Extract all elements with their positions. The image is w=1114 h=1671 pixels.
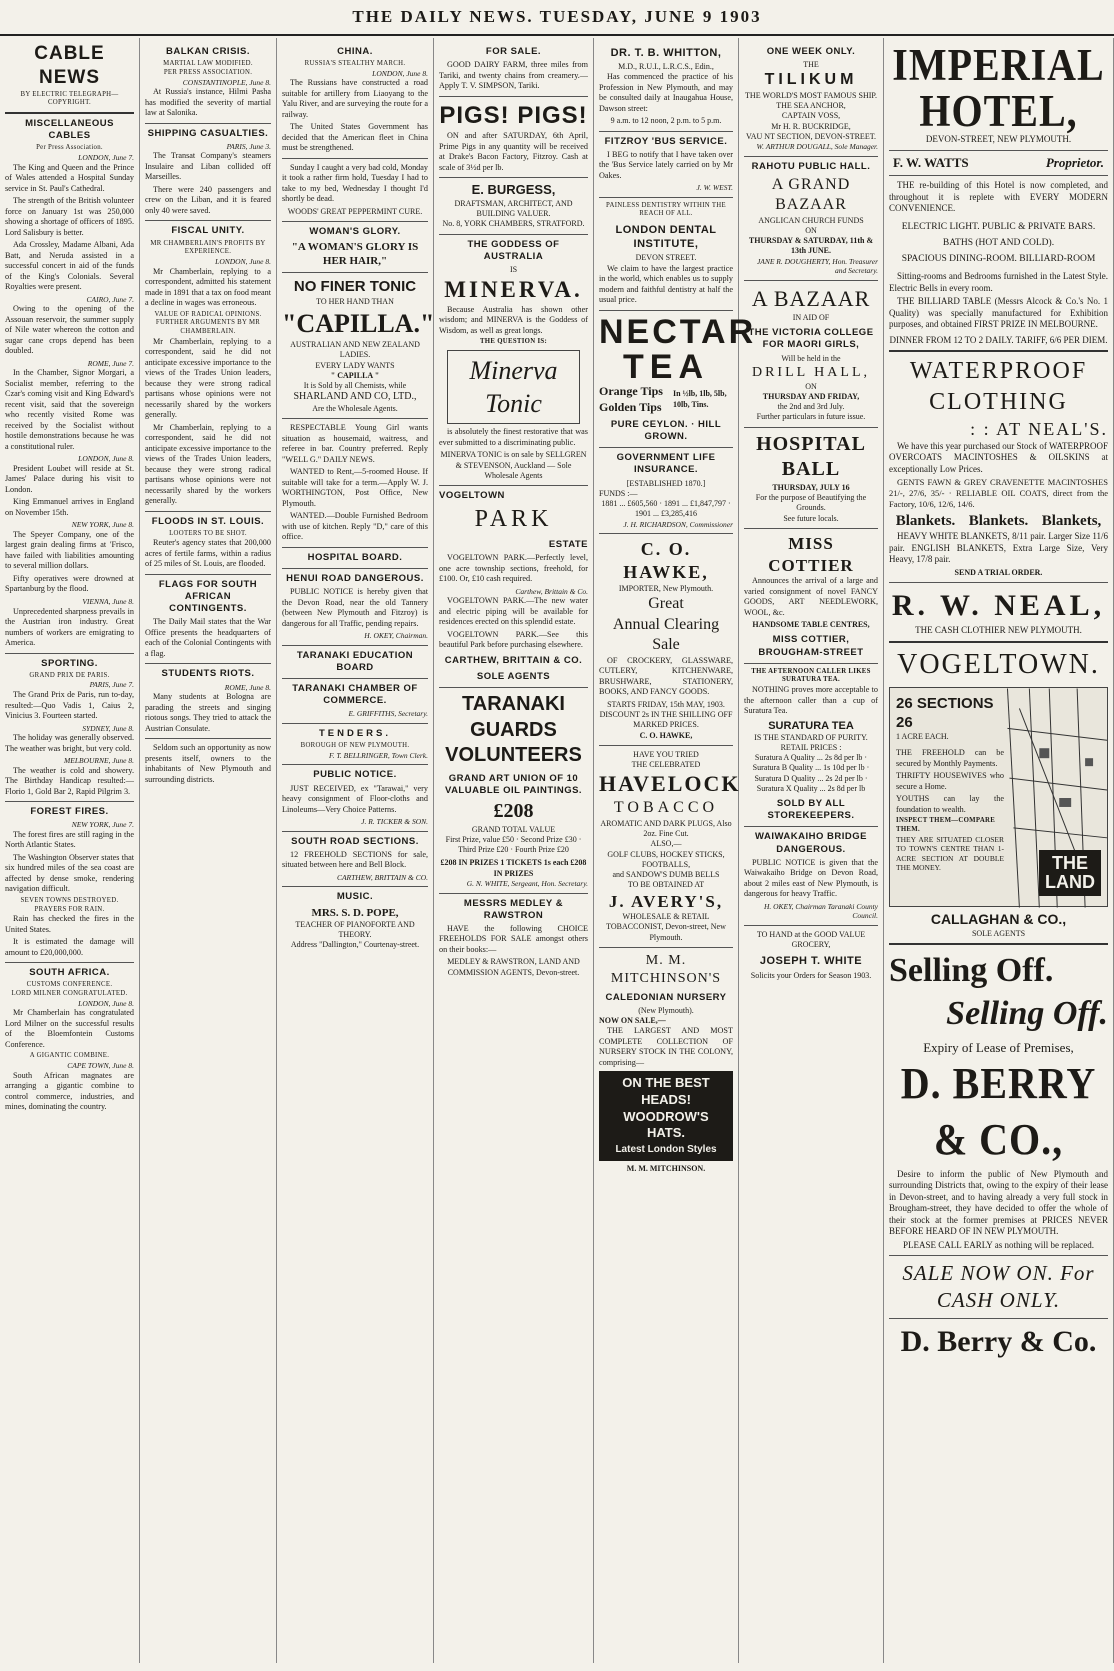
floods-heading: FLOODS IN ST. LOUIS.: [151, 515, 265, 527]
classified-ad: WANTED.—Double Furnished Bedroom with use of kitchen. Reply "D," care of this office.: [282, 511, 428, 542]
classified-ad: GOOD DAIRY FARM, three miles from Tariki, and twenty chains from creamery.—Apply T. V. SIMPSON, Tariki.: [439, 60, 588, 91]
the-land-badge: THE LAND: [1039, 850, 1101, 896]
capilla-brand: "CAPILLA.": [282, 308, 435, 338]
sale-now-on: SALE NOW ON. For CASH ONLY.: [902, 1261, 1095, 1313]
imperial-hotel-headline: IMPERIAL HOTEL,: [892, 38, 1105, 137]
selling-off-headline-2: Selling Off.: [946, 995, 1108, 1033]
cable-news-sub: BY ELECTRIC TELEGRAPH—COPYRIGHT.: [20, 90, 119, 107]
woodrow-hats-ad: ON THE BEST HEADS! WOODROW'S HATS. Latest London Styles: [599, 1071, 733, 1160]
article-paragraph: Unprecedented sharpness prevails in the Austrian iron industry. Great numbers of workers are emigrating to America.: [5, 606, 134, 648]
balkan-heading: BALKAN CRISIS.: [165, 46, 251, 57]
column-tilikum: ONE WEEK ONLY. THE TILIKUM THE WORLD'S MOST FAMOUS SHIP. THE SEA ANCHOR, CAPTAIN VOSS, Mr H. R. BUCKRIDGE, VAU NT SECTION, DEVON-STREET. W. ARTHUR DOUGALL, Sole Manager. RAHOTU PUBLIC HALL. A GRAND BAZAAR ANGLICAN CHURCH FUNDS ON THURSDAY & SATURDAY, 11th & 13th JUNE. JANE R. DOUGHERTY, Hon. Treasurer and Secretary. A BAZAAR IN AID OF THE VICTORIA COLLEGE FOR MAORI GIRLS, Will be held in the DRILL HALL, ON THURSDAY AND FRIDAY, the 2nd and 3rd July. Further particulars in future issue. HOSPITAL BALL THURSDAY, JULY 16 For the purpose of Beautifying the Grounds. See future locals. MISS COTTIER Announces the arrival of a large and varied consignment of novel FANCY GOODS, ART NEEDLEWORK, WOOL, &c. HANDSOME TABLE CENTRES, MISS COTTIER, BROUGHAM-STREET THE AFTERNOON CALLER LIKES SURATURA TEA. NOTHING proves more acceptable to the afternoon caller than a cup of Suratura Tea. SURATURA TEA IS THE STANDARD OF PURITY. RETAIL PRICES : Suratura A Quality ... 2s 8d per lb · Suratura B Quality ... 1s 10d per lb · Suratura D Quality ... 2s 2d per lb · Suratura X Quality ... 2s 8d per lb SOLD BY ALL STOREKEEPERS. WAIWAKAIHO BRIDGE DANGEROUS. PUBLIC NOTICE is given that the Waiwakaiho Bridge on Devon Road, about 2 miles east of New Plymouth, is dangerous for heavy Traffic. H. OKEY, Chairman Taranaki County Council. TO HAND at the GOOD VALUE GROCERY, JOSEPH T. WHITE Solicits your Orders for Season 1903.: [739, 38, 884, 1663]
article-paragraph: The Grand Prix de Paris, run to-day, resulted:—Quo Vadis 1, Caius 2, Vinicius 3. Fourteen started.: [5, 690, 134, 720]
south-africa-heading: SOUTH AFRICA.: [29, 967, 110, 979]
article-paragraph: Many students at Bologna are parading the streets and singing riotous songs. They tried to attack the Austrian Consulate.: [145, 692, 271, 733]
misc-cables-heading: MISCELLANEOUS CABLES: [25, 118, 114, 142]
vogeltown-headline: VOGELTOWN.: [897, 648, 1100, 680]
berry-brand: D. BERRY & CO.,: [900, 1058, 1097, 1165]
column-for-sale: FOR SALE. GOOD DAIRY FARM, three miles from Tariki, and twenty chains from creamery.—Apply T. V. SIMPSON, Tariki. PIGS! PIGS! ON and after SATURDAY, 6th April, Prime Pigs in any quantity will be received at Drake's Bacon Factory, Fitzroy. Cash at scale of 3½d per lb. E. BURGESS, DRAFTSMAN, ARCHITECT, AND BUILDING VALUER. No. 8, YORK CHAMBERS, STRATFORD. THE GODDESS OF AUSTRALIA IS MINERVA. Because Australia has shown other wisdom; and MINERVA is the Goddess of Wisdom, as well as great longs. THE QUESTION IS: Minerva Tonic is absolutely the finest restorative that was ever submitted to a discriminating public. MINERVA TONIC is on sale by SELLGREN & STEVENSON, Auckland — Sole Wholesale Agents VOGELTOWN PARK ESTATE VOGELTOWN PARK.—Perfectly level, one acre township sections, freehold, for £100. Or, £10 cash required. Carthew, Brittain & Co. VOGELTOWN PARK.—The new water and electric piping will be available for residences erected on this splendid estate. VOGELTOWN PARK.—See this beautiful Park before purchasing elsewhere. CARTHEW, BRITTAIN & CO. SOLE AGENTS TARANAKI GUARDS VOLUNTEERS GRAND ART UNION OF 10 VALUABLE OIL PAINTINGS. £208 GRAND TOTAL VALUE First Prize, value £50 · Second Prize £30 · Third Prize £20 · Fourth Prize £20 £208 IN PRIZES 1 TICKETS 1s each £208 IN PRIZES G. N. WHITE, Sergeant, Hon. Secretary. MESSRS MEDLEY & RAWSTRON HAVE the following CHOICE FREEHOLDS FOR SALE amongst others on their books:— MEDLEY & RAWSTRON, LAND AND COMMISSION AGENTS, Devon-street.: [434, 38, 594, 1663]
fiscal-heading: FISCAL UNITY.: [171, 225, 245, 237]
public-notice: 12 FREEHOLD SECTIONS for sale, situated between here and Bell Block.: [282, 849, 428, 870]
article-paragraph: Mr Chamberlain, replying to a correspondent, said he did not anticipate excessive importance to the views of the Trades Union leaders, because they were strong radical partisans whose opinions were not necessarily shared by the workers generally.: [145, 422, 271, 506]
miss-cottier-brand: MISS COTTIER: [768, 533, 854, 575]
article-paragraph: Seldom such an opportunity as now presents itself, owners to the inhabitants of New Plymouth and surrounding districts.: [145, 743, 271, 784]
article-paragraph: The Speyer Company, one of the largest grain dealing firms at 'Frisco, have failed with liabilities amounting to several million dollars.: [5, 529, 134, 571]
china-heading: CHINA.: [337, 46, 373, 57]
column-whitton: DR. T. B. WHITTON, M.D., R.U.I., L.R.C.S., Edin., Has commenced the practice of his Profession in New Plymouth, and may be consulted daily at Inaugahua House, Dawson street: 9 a.m. to 12 noon, 2 p.m. to 5 p.m. FITZROY 'BUS SERVICE. I BEG to notify that I have taken over the 'Bus Service lately carried on by Mr Oakes. J. W. WEST. PAINLESS DENTISTRY WITHIN THE REACH OF ALL. LONDON DENTAL INSTITUTE, DEVON STREET. We claim to have the largest practice in the world, which enables us to supply modern and faithful dentistry at half the usual price. NECTAR TEA Orange Tips Golden Tips In ½lb, 1lb, 5lb, 10lb, Tins. PURE CEYLON. · HILL GROWN. GOVERNMENT LIFE INSURANCE. [ESTABLISHED 1870.] FUNDS :— 1881 ... £605,560 · 1891 ... £1,847,797 · 1901 ... £3,285,416 J. H. RICHARDSON, Commissioner C. O. HAWKE, IMPORTER, New Plymouth. Great Annual Clearing Sale OF CROCKERY, GLASSWARE, CUTLERY, KITCHENWARE, BRUSHWARE, STATIONERY, BOOKS, AND FANCY GOODS. STARTS FRIDAY, 15th MAY, 1903. DISCOUNT 2s IN THE SHILLING OFF MARKED PRICES. C. O. HAWKE, HAVE YOU TRIED THE CELEBRATED HAVELOCK TOBACCO AROMATIC AND DARK PLUGS, Also 2oz. Fine Cut. ALSO,— GOLF CLUBS, HOCKEY STICKS, FOOTBALLS, and SANDOW'S DUMB BELLS TO BE OBTAINED AT J. AVERY'S, WHOLESALE & RETAIL TOBACCONIST, Devon-street, New Plymouth. M. M. MITCHINSON'S CALEDONIAN NURSERY (New Plymouth). NOW ON SALE,— THE LARGEST AND MOST COMPLETE COLLECTION OF NURSERY STOCK IN THE COLONY, comprising— ON THE BEST HEADS! WOODROW'S HATS. Latest London Styles M. M. MITCHINSON.: [594, 38, 739, 1663]
article-paragraph: The holiday was generally observed. The weather was bright, but very cold.: [5, 733, 134, 753]
masthead: [0, 0, 1114, 36]
hospital-ball-headline: HOSPITAL BALL: [756, 432, 866, 481]
masthead-title: THE DAILY NEWS. TUESDAY, JUNE 9 1903: [352, 7, 762, 26]
article-paragraph: Reuter's agency states that 200,000 acres of fertile farms, within a radius of 25 miles of St. Louis, are flooded.: [145, 538, 271, 569]
guards-headline: TARANAKI GUARDS VOLUNTEERS: [445, 693, 582, 767]
waterproof-clothing-headline: WATERPROOF CLOTHING: [909, 358, 1088, 415]
column-imperial-hotel: IMPERIAL HOTEL, DEVON-STREET, NEW PLYMOUTH. F. W. WATTS Proprietor. THE re-building of this Hotel is now completed, and throughout it is replete with EVERY MODERN CONVENIENCE. ELECTRIC LIGHT. PUBLIC & PRIVATE BARS. BATHS (HOT AND COLD). SPACIOUS DINING-ROOM. BILLIARD-ROOM Sitting-rooms and Bedrooms furnished in the Latest Style. Electric Bells in every room. THE BILLIARD TABLE (Messrs Alcock & Co.'s No. 1 Quality) was specially manufactured for Exhibition purposes, and obtained FIRST PRIZE IN MELBOURNE. DINNER FROM 12 TO 2 DAILY. TARIFF, 6/6 PER DIEM. WATERPROOF CLOTHING : : AT NEAL'S. We have this year purchased our Stock of WATERPROOF OVERCOATS MACINTOSHES & OILSKINS at exceptionally Low Prices. GENTS FAWN & GREY CRAVENETTE MACINTOSHES 21/-, 27/6, 35/- · RELIABLE OIL COATS, direct from the Factory, 10/6, 12/6, 14/6. Blankets. Blankets. Blankets, HEAVY WHITE BLANKETS, 8/11 pair. Larger Size 11/6 pair. ENGLISH BLANKETS, Extra Large Size, Very Heavy, 17/8 pair. SEND A TRIAL ORDER. R. W. NEAL, THE CASH CLOTHIER NEW PLYMOUTH. VOGELTOWN. 26 SECTIONS 26 1 ACRE EACH. THE FREEHOLD can be secured by Monthly Payments. THRIFTY HOUSEWIVES who secure a Home. YOUTHS can lay the foundation to wealth. INSPECT THEM—COMPARE THEM. THEY ARE SITUATED CLOSER TO TOWN'S CENTRE THAN 1-ACRE SECTION AT DOUBLE THE MONEY. THE LAND CALLAGHAN & CO., SOLE AGENTS Selling Off. Selling Off. Expiry of Lease of Premises, D. BERRY & CO., Desire to inform the public of New Plymouth and surrounding Districts that, owing to the expiry of their lease in Devon-street, and to having already a very full stock in Brougham-street, they have decided to offer the whole of their stock at the former premises at PRICES NEVER BEFORE HEARD OF IN NEW PLYMOUTH. PLEASE CALL EARLY as nothing will be replaced. SALE NOW ON. For CASH ONLY. D. Berry & Co.: [884, 38, 1114, 1663]
article-paragraph: The United States Government has decided that the American fleet in China must be strengthened.: [282, 122, 428, 153]
article-paragraph: The weather is cold and showery. The Birthday Handicap resulted:—Florio 1, Gold Bar 2, Rapid Pilgrim 3.: [5, 765, 134, 796]
article-paragraph: Rain has checked the fires in the United States.: [5, 914, 134, 934]
prize-total: £208: [493, 800, 534, 823]
article-paragraph: It is estimated the damage will amount to £20,000,000.: [5, 937, 134, 957]
havelock-brand: HAVELOCK: [599, 771, 741, 797]
public-notice: PUBLIC NOTICE is hereby given that the Devon Road, near the old Tannery (between New Plymouth and Fitzroy) is dangerous for all Traffic, pending repairs.: [282, 587, 428, 628]
article-paragraph: There were 240 passengers and crew on the Liban, and it is feared only 40 were saved.: [145, 184, 271, 215]
article-paragraph: The King and Queen and the Prince of Wales attended a Hospital Sunday service in St. Paul's Cathedral.: [5, 162, 134, 193]
classified-ad: RESPECTABLE Young Girl wants situation as housemaid, waitress, and referee in bar. Country preferred. Reply "WELL G." DAILY NEWS.: [282, 423, 428, 464]
shipping-heading: SHIPPING CASUALTIES.: [147, 127, 269, 139]
minerva-tonic-logo: Minerva Tonic: [447, 350, 580, 425]
article-paragraph: South African magnates are arranging a gigantic combine to control commerce, industries, and mines, dominating the country.: [5, 1070, 134, 1112]
tea-brand: TEA: [623, 348, 709, 387]
article-paragraph: Mr Chamberlain has congratulated Lord Milner on the successful results of the Bloemfontein Customs Conference.: [5, 1008, 134, 1049]
flags-heading: FLAGS FOR SOUTH AFRICAN CONTINGENTS.: [158, 578, 258, 615]
article-paragraph: In the Chamber, Signor Morgari, a Socialist member, referring to the Czar's coming visit and King Edward's recent visit, said that the sovereign who recently visited Rome was received by the Socialist without hostile demonstrations because he was a constitutional ruler.: [5, 368, 134, 451]
minerva-brand: MINERVA.: [444, 277, 583, 303]
forest-fires-heading: FOREST FIRES.: [30, 806, 109, 818]
bazaar-headline: A BAZAAR: [751, 285, 871, 311]
article-paragraph: Mr Chamberlain, replying to a correspondent, admitted his statement made in 1891 that a tax on food meant a decline in wages was erroneous.: [145, 266, 271, 307]
womans-glory-heading: WOMAN'S GLORY.: [309, 226, 401, 238]
averys-brand: J. AVERY'S,: [608, 891, 724, 911]
column-cable-news: CABLE NEWS BY ELECTRIC TELEGRAPH—COPYRIGHT. MISCELLANEOUS CABLES Per Press Association. LONDON, June 7. The King and Queen and the Prince of Wales attended a Hospital Sunday service in St. Paul's Cathedral. The strength of the British volunteer force on January 1st was 250,000 showing a shortage of officers of 1895. Lord Salisbury is better. Ada Crossley, Madame Albani, Ada Batt, and Neruda assisted in a successful concert in aid of the funds of the King's Colonials. Several Royalties were present. CAIRO, June 7. Owing to the opening of the Assouan reservoir, the summer supply of Nile water whereon the cotton and sugar cane crops depend has been doubled. ROME, June 7. In the Chamber, Signor Morgari, a Socialist member, referring to the Czar's coming visit and King Edward's recent visit, said that the sovereign who recently visited Rome was received by the Socialist without hostile demonstrations because he was a constitutional ruler. LONDON, June 8. President Loubet will reside at St. James' Palace during his visit to London. King Emmanuel arrives in England on November 15th. NEW YORK, June 8. The Speyer Company, one of the largest grain dealing firms at 'Frisco, have failed with liabilities amounting to several million dollars. Fifty operatives were drowned at Spartanburg by the flood. VIENNA, June 8. Unprecedented sharpness prevails in the Austrian iron industry. Great numbers of workers are emigrating to America. SPORTING. GRAND PRIX DE PARIS. PARIS, June 7. The Grand Prix de Paris, run to-day, resulted:—Quo Vadis 1, Caius 2, Vinicius 3. Fourteen started. SYDNEY, June 8. The holiday was generally observed. The weather was bright, but very cold. MELBOURNE, June 8. The weather is cold and showery. The Birthday Handicap resulted:—Florio 1, Gold Bar 2, Rapid Pilgrim 3. FOREST FIRES. NEW YORK, June 7. The forest fires are still raging in the North Atlantic States. The Washington Observer states that six hundred miles of the sea coast are affected by dense smoke, rendering navigation difficult. SEVEN TOWNS DESTROYED. PRAYERS FOR RAIN. Rain has checked the fires in the United States. It is estimated the damage will amount to £20,000,000. SOUTH AFRICA. CUSTOMS CONFERENCE. LORD MILNER CONGRATULATED. LONDON, June 8. Mr Chamberlain has congratulated Lord Milner on the successful results of the Bloemfontein Customs Conference. A GIGANTIC COMBINE. CAPE TOWN, June 8. South African magnates are arranging a gigantic combine to control commerce, industries, and mines, dominating the country.: [0, 38, 140, 1663]
cable-news-heading: CABLE NEWS: [34, 43, 105, 89]
sporting-heading: SPORTING.: [41, 657, 98, 669]
article-paragraph: The Transat Company's steamers Insulaire and Liban collided off Marseilles.: [145, 151, 271, 182]
article-paragraph: Mr Chamberlain, replying to a correspondent, said he did not anticipate excessive importance to the views of the Trades Union leaders, because they were strong radical partisans whose opinions were not necessarily shared by the workers generally.: [145, 336, 271, 420]
column-china: CHINA. RUSSIA'S STEALTHY MARCH. LONDON, June 8. The Russians have constructed a road suitable for artillery from Liaoyang to the Yalu River, and are surveying the route for a railway. The United States Government has decided that the American fleet in China must be strengthened. Sunday I caught a very bad cold, Monday it took a rather firm hold, Tuesday I had to take to my bed, Wednesday I thought I'd shortly be dead. WOODS' GREAT PEPPERMINT CURE. WOMAN'S GLORY. "A WOMAN'S GLORY IS HER HAIR," NO FINER TONIC TO HER HAND THAN "CAPILLA." AUSTRALIAN AND NEW ZEALAND LADIES. EVERY LADY WANTS " CAPILLA " It is Sold by all Chemists, while SHARLAND AND CO, LTD., Are the Wholesale Agents. RESPECTABLE Young Girl wants situation as housemaid, waitress, and referee in bar. Country preferred. Reply "WELL G." DAILY NEWS. WANTED to Rent,—5-roomed House. If suitable will take for a term.—Apply W. J. WORTHINGTON, Post Office, New Plymouth. WANTED.—Double Furnished Bedroom with use of kitchen. Reply "D," care of this office. HOSPITAL BOARD. HENUI ROAD DANGEROUS. PUBLIC NOTICE is hereby given that the Devon Road, near the old Tannery (between New Plymouth and Fitzroy) is dangerous for all Traffic, pending repairs. H. OKEY, Chairman. TARANAKI EDUCATION BOARD TARANAKI CHAMBER OF COMMERCE. E. GRIFFITHS, Secretary. TENDERS. BOROUGH OF NEW PLYMOUTH. F. T. BELLRINGER, Town Clerk. PUBLIC NOTICE. JUST RECEIVED, ex "Tarawai," very heavy consignment of Floor-cloths and Linoleums—Very Choice Patterns. J. R. TICKER & SON. SOUTH ROAD SECTIONS. 12 FREEHOLD SECTIONS for sale, situated between here and Bell Block. CARTHEW, BRITTAIN & CO. MUSIC. MRS. S. D. POPE, TEACHER OF PIANOFORTE AND THEORY. Address "Dallington," Courtenay-street.: [277, 38, 434, 1663]
article-paragraph: President Loubet will reside at St. James' Palace during his visit to London.: [5, 463, 134, 494]
article-paragraph: The Washington Observer states that six hundred miles of the sea coast are affected by dense smoke, rendering navigation difficult.: [5, 852, 134, 894]
classified-ad: WANTED to Rent,—5-roomed House. If suitable will take for a term.—Apply W. J. WORTHINGTON, Post Office, New Plymouth.: [282, 467, 428, 508]
article-paragraph: The strength of the British volunteer force on January 1st was 250,000 showing a shortage of officers of 1895. Lord Salisbury is better.: [5, 196, 134, 237]
column-balkan: BALKAN CRISIS. MARTIAL LAW MODIFIED. PER PRESS ASSOCIATION. CONSTANTINOPLE, June 8. At Russia's instance, Hilmi Pasha has modified the severity of martial law at Salonika. SHIPPING CASUALTIES. PARIS, June 3. The Transat Company's steamers Insulaire and Liban collided off Marseilles. There were 240 passengers and crew on the Liban, and it is feared only 40 were saved. FISCAL UNITY. MR CHAMBERLAIN'S PROFITS BY EXPERIENCE. LONDON, June 8. Mr Chamberlain, replying to a correspondent, admitted his statement made in 1891 that a tax on food meant a decline in wages was erroneous. VALUE OF RADICAL OPINIONS. FURTHER ARGUMENTS BY MR CHAMBERLAIN. Mr Chamberlain, replying to a correspondent, said he did not anticipate excessive importance to the views of the Trades Union leaders, because they were strong radical partisans whose opinions were not necessarily shared by the workers generally. Mr Chamberlain, replying to a correspondent, said he did not anticipate excessive importance to the views of the Trades Union leaders, because they were strong radical partisans whose opinions were not necessarily shared by the workers generally. FLOODS IN ST. LOUIS. LOOTERS TO BE SHOT. Reuter's agency states that 200,000 acres of fertile farms, within a radius of 25 miles of St. Louis, are flooded. FLAGS FOR SOUTH AFRICAN CONTINGENTS. The Daily Mail states that the War Office presents the headquarters of each of the Colonial Contingents with a flag. STUDENTS RIOTS. ROME, June 8. Many students at Bologna are parading the streets and singing riotous songs. They tried to attack the Austrian Consulate. Seldom such an opportunity as now presents itself, owners to the inhabitants of New Plymouth and surrounding districts.: [140, 38, 277, 1663]
park-headline: PARK: [474, 506, 553, 533]
article-paragraph: Ada Crossley, Madame Albani, Ada Batt, and Neruda assisted in a successful concert in aid of the funds of the King's Colonials. Several Royalties were present.: [5, 240, 134, 292]
pigs-headline: PIGS! PIGS!: [439, 101, 588, 129]
article-paragraph: Fifty operatives were drowned at Spartanburg by the flood.: [5, 573, 134, 594]
article-paragraph: Owing to the opening of the Assouan reservoir, the summer supply of Nile water whereon the cotton and sugar cane crops depend has been doubled.: [5, 304, 134, 356]
article-paragraph: The Russians have constructed a road suitable for artillery from Liaoyang to the Yalu River, and are surveying the route for a railway.: [282, 78, 428, 119]
neal-brand: R. W. NEAL,: [891, 588, 1106, 622]
tilikum-brand: TILIKUM: [764, 71, 858, 89]
vogeltown-map: 26 SECTIONS 26 1 ACRE EACH. THE FREEHOLD can be secured by Monthly Payments. THRIFTY HOUSEWIVES who secure a Home. YOUTHS can lay the foundation to wealth. INSPECT THEM—COMPARE THEM. THEY ARE SITUATED CLOSER TO TOWN'S CENTRE THAN 1-ACRE SECTION AT DOUBLE THE MONEY. THE LAND: [889, 687, 1108, 907]
students-heading: STUDENTS RIOTS.: [161, 668, 255, 680]
article-paragraph: King Emmanuel arrives in England on November 15th.: [5, 497, 134, 517]
public-notice: JUST RECEIVED, ex "Tarawai," very heavy consignment of Floor-cloths and Linoleums—Very Choice Patterns.: [282, 783, 428, 814]
article-paragraph: The forest fires are still raging in the North Atlantic States.: [5, 829, 134, 850]
suratura-tea-headline: SURATURA TEA: [768, 719, 854, 732]
nectar-brand: NECTAR: [599, 312, 757, 351]
selling-off-headline: Selling Off.: [889, 951, 1054, 989]
berry-footer-logo: D. Berry & Co.: [900, 1325, 1097, 1359]
article-paragraph: The Daily Mail states that the War Office presents the headquarters of each of the Colonial Contingents with a flag.: [145, 617, 271, 658]
article-paragraph: At Russia's instance, Hilmi Pasha has modified the severity of martial law at Salonika.: [145, 87, 271, 118]
hawke-brand: C. O. HAWKE,: [623, 539, 709, 583]
advert-text: Sunday I caught a very bad cold, Monday it took a rather firm hold, Tuesday I had to take to my bed, Wednesday I thought I'd shortly be dead.: [282, 162, 428, 204]
